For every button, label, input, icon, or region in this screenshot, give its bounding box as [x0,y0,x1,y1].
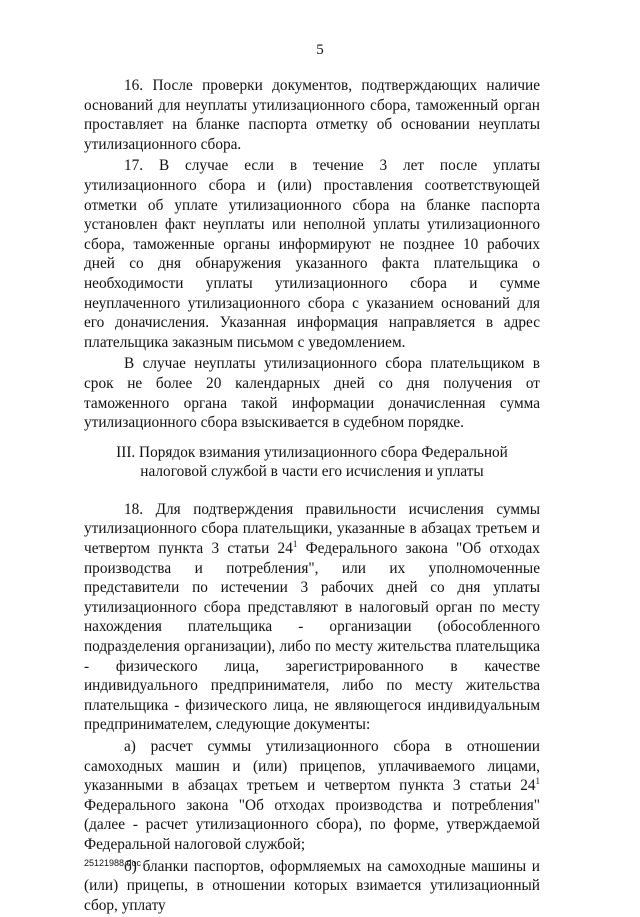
paragraph-18-superscript: 1 [292,539,298,550]
item-a [84,737,540,855]
paragraph-18-text-a: 18. Для подтверждения правильности исчисления суммы утилизационного сбора плательщики, указанные в абзацах третьем и четвертом пункта 3 статьи 24 [84,500,540,558]
section-heading-line-2: налоговой службой в части его исчисления и уплаты [140,463,484,481]
footer-filename: 25121988.doc [84,858,142,868]
paragraph-17-continued: В случае неуплаты утилизационного сбора плательщиком в срок не более 20 календарных дней со дня получения от таможенного органа такой информации доначисленная сумма утилизационного сбора взыскивается в судебном порядке. [84,355,540,432]
page-number: 5 [316,42,324,58]
paragraph-17: 17. В случае если в течение 3 лет после уплаты утилизационного сбора и (или) проставления соответствующей отметки об уплате утилизационного сбора на бланке паспорта установлен факт неуплаты или неполной уплаты утилизационного сбора, таможенные органы информируют не позднее 10 рабочих дней со дня обнаружения указанного факта плательщика о необходимости уплаты утилизационного сбора и сумме неуплаченного утилизационного сбора с указанием оснований для его доначисления. Указанная информация направляется в адрес плательщика заказным письмом с уведомлением. [84,157,540,351]
section-heading-line-1: III. Порядок взимания утилизационного сбора Федеральной [116,443,508,461]
paragraph-18-text-b: Федерального закона "Об отходах производства и потребления", или их уполномоченные представители по истечении 3 рабочих дней со дня уплаты утилизационного сбора представляют в налоговый орган по месту нахождения плательщика - организации (обособленного подразделения организации), либо по месту жительства плательщика - физического лица, зарегистрированного в качестве индивидуального предпринимателя, либо по месту жительства плательщика - физического лица, не являющегося индивидуальным предпринимателем, следующие документы: [84,540,540,734]
item-a-superscript: 1 [535,776,540,787]
document-body [84,76,540,917]
item-b: б) бланки паспортов, оформляемых на самоходные машины и (или) прицепы, в отношении которых взимается утилизационный сбор, уплату [84,857,540,914]
item-a-text-b: Федерального закона "Об отходах производства и потребления" (далее - расчет утилизационного сбора), по форме, утверждаемой Федеральной налоговой службой; [84,796,540,853]
paragraph-18 [84,500,540,735]
item-a-text-a: а) расчет суммы утилизационного сбора в отношении самоходных машин и (или) прицепов, уплачиваемого лицами, указанными в абзацах третьем и четвертом пункта 3 статьи 24 [84,738,540,795]
paragraph-16: 16. После проверки документов, подтверждающих наличие оснований для неуплаты утилизационного сбора, таможенный орган проставляет на бланке паспорта отметку об основании неуплаты утилизационного сбора. [84,77,540,153]
section-heading [84,443,540,482]
